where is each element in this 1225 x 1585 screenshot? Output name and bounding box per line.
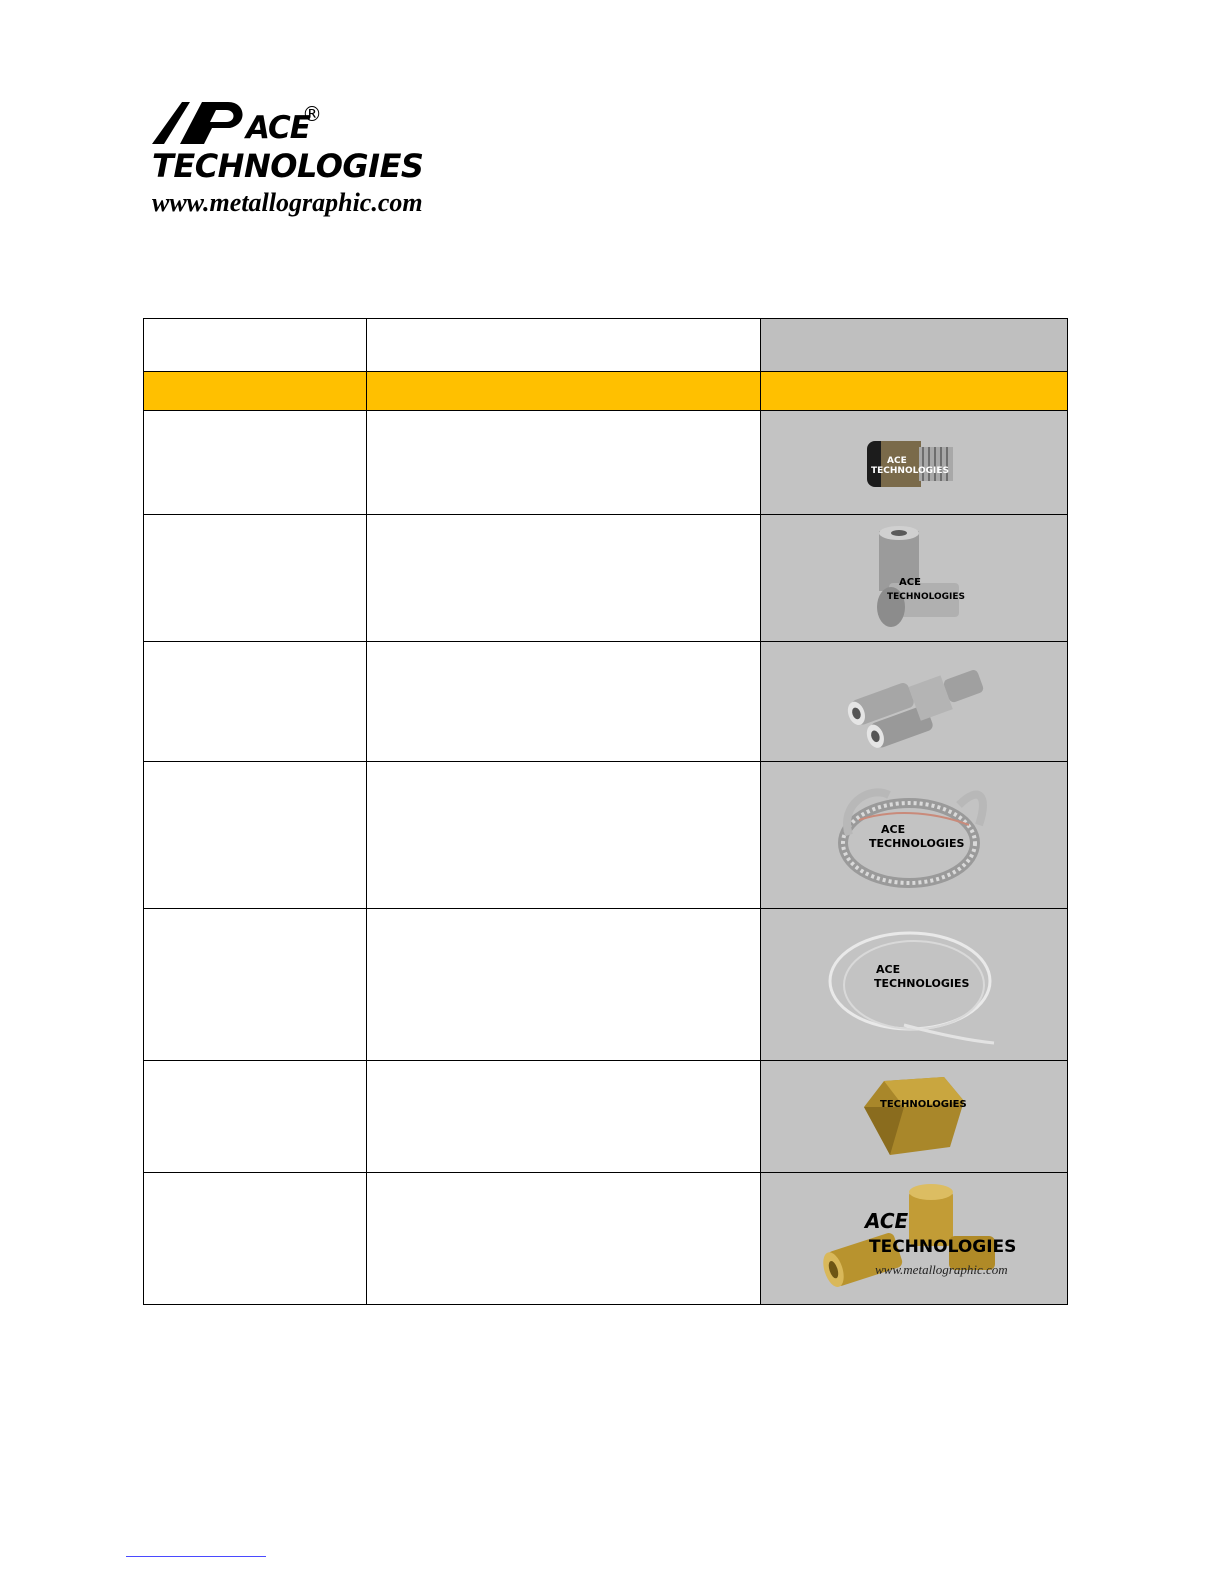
part-number-cell [144, 1061, 367, 1173]
description-cell [367, 411, 761, 515]
company-logo [150, 92, 470, 227]
description-cell [367, 762, 761, 909]
description-cell [367, 1061, 761, 1173]
image-cell [761, 515, 1068, 642]
table-row [144, 1173, 1068, 1305]
table-row [144, 762, 1068, 909]
push-fitting-straight-image [859, 423, 969, 503]
part-number-cell [144, 642, 367, 762]
description-cell [367, 1173, 761, 1305]
brass-hex-nut-image [854, 1067, 974, 1167]
logo-url: www.metallographic.com [152, 188, 423, 217]
push-fitting-elbow-image [849, 523, 979, 633]
watermark-text: ACE [881, 823, 906, 836]
image-cell [761, 1173, 1068, 1305]
table-row [144, 515, 1068, 642]
watermark-text: ACE [887, 455, 907, 466]
watermark-text: TECHNOLOGIES [871, 465, 950, 476]
description-cell [367, 642, 761, 762]
image-cell [761, 909, 1068, 1061]
bar-cell [144, 372, 367, 411]
header-cell-description [367, 319, 761, 372]
image-cell [761, 411, 1068, 515]
image-cell [761, 762, 1068, 909]
watermark-url: www.metallographic.com [875, 1262, 1008, 1277]
push-fitting-y-connector-image [834, 652, 994, 752]
image-cell [761, 642, 1068, 762]
parts-table [143, 318, 1068, 1305]
watermark-text: ACE [865, 1209, 909, 1233]
table-header-row [144, 319, 1068, 372]
table-row [144, 642, 1068, 762]
watermark-text: ACE [876, 962, 901, 976]
watermark-text: TECHNOLOGIES [869, 1237, 1017, 1257]
image-cell [761, 1061, 1068, 1173]
watermark-text: ACE [899, 577, 921, 588]
watermark-text: TECHNOLOGIES [887, 592, 966, 602]
bar-cell [761, 372, 1068, 411]
part-number-cell [144, 762, 367, 909]
part-number-cell [144, 411, 367, 515]
watermark-text: TECHNOLOGIES [880, 1098, 967, 1110]
table-color-bar [144, 372, 1068, 411]
brass-elbow-fitting-image [809, 1176, 1019, 1301]
table-row [144, 909, 1068, 1061]
logo-brand-bottom: TECHNOLOGIES [152, 147, 424, 185]
braided-hose-image [829, 765, 999, 905]
table-row [144, 411, 1068, 515]
watermark-text: TECHNOLOGIES [869, 837, 965, 850]
part-number-cell [144, 515, 367, 642]
part-number-cell [144, 1173, 367, 1305]
clear-tubing-image [824, 915, 1004, 1055]
header-cell-part [144, 319, 367, 372]
bar-cell [367, 372, 761, 411]
header-cell-image [761, 319, 1068, 372]
part-number-cell [144, 909, 367, 1061]
watermark-text: TECHNOLOGIES [874, 976, 970, 990]
description-cell [367, 515, 761, 642]
registered-mark: ® [302, 102, 322, 126]
logo-brand-top: ACE [246, 110, 310, 146]
pace-logo-mark-icon [150, 94, 250, 146]
table-row [144, 1061, 1068, 1173]
footer-link-underline [126, 1556, 266, 1557]
description-cell [367, 909, 761, 1061]
